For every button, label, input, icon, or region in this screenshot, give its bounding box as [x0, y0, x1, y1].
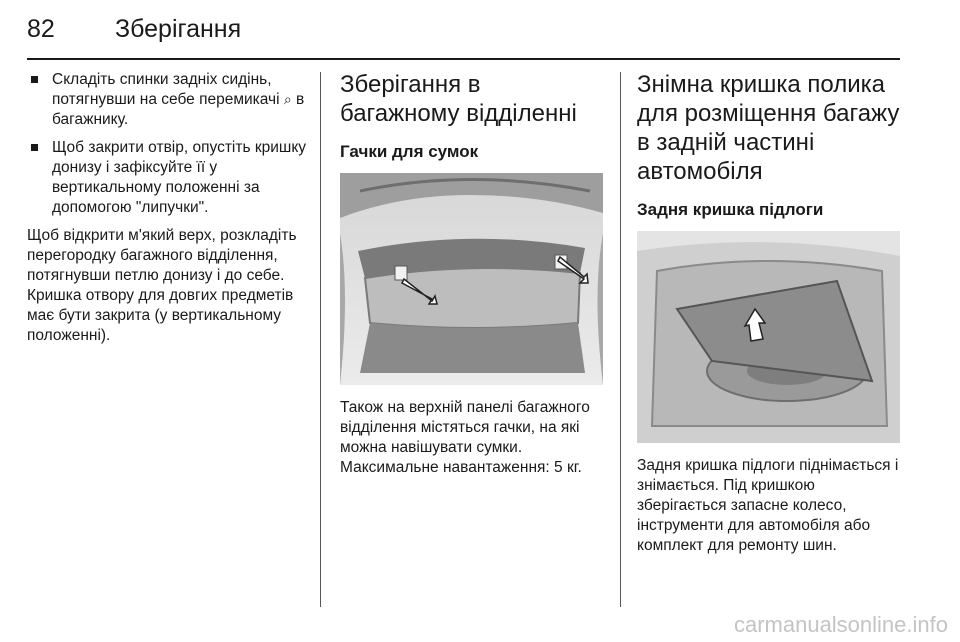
- page-number: 82: [27, 15, 55, 43]
- bullet-marker: [31, 76, 38, 83]
- seat-release-icon: ⌕: [283, 92, 292, 108]
- section-title: Знімна кришка полика для розміщення багажу в задній частині автомобіля: [637, 71, 900, 185]
- column-1: [27, 70, 307, 346]
- column-3: [637, 70, 905, 556]
- rear-floor-cover-illustration: [637, 231, 900, 443]
- section-title: Зберігання в багажному відділенні: [340, 71, 577, 127]
- column-divider-1: [320, 72, 321, 607]
- list-item: [27, 70, 307, 130]
- header-divider: [27, 58, 900, 60]
- paragraph: Задня кришка підлоги піднімається і знімається. Під кришкою зберігається запасне колесо, інструменти для автомобіля або комплект для ремонту шин.: [637, 457, 899, 554]
- bullet-text-part: Щоб закрити отвір, опустіть кришку донизу і зафіксуйте її у вертикальному положенні за допомогою "липучки".: [52, 139, 307, 216]
- subsection-title: Гачки для сумок: [340, 142, 479, 161]
- bullet-marker: [31, 144, 38, 151]
- subsection-title: Задня кришка підлоги: [637, 200, 824, 219]
- column-2: [340, 70, 605, 478]
- page-header-title: Зберігання: [115, 15, 242, 43]
- column-divider-2: [620, 72, 621, 607]
- paragraph: Також на верхній панелі багажного відділення містяться гачки, на які можна навішувати сумки. Максимальне навантаження: 5 кг.: [340, 399, 590, 476]
- paragraph: Щоб відкрити м'який верх, розкладіть перегородку багажного відділення, потягнувши петлю донизу і до себе. Кришка отвору для довгих предметів має бути закрита (у вертикальному положенні).: [27, 227, 297, 344]
- bullet-text-part: в багажнику.: [52, 91, 305, 128]
- bullet-text-part: Складіть спинки задніх сидінь, потягнувши на себе перемикачі: [52, 71, 284, 108]
- list-item: [27, 138, 307, 218]
- trunk-bag-hooks-illustration: [340, 173, 603, 385]
- bullet-list: [27, 70, 307, 218]
- watermark: carmanualsonline.info: [733, 612, 948, 637]
